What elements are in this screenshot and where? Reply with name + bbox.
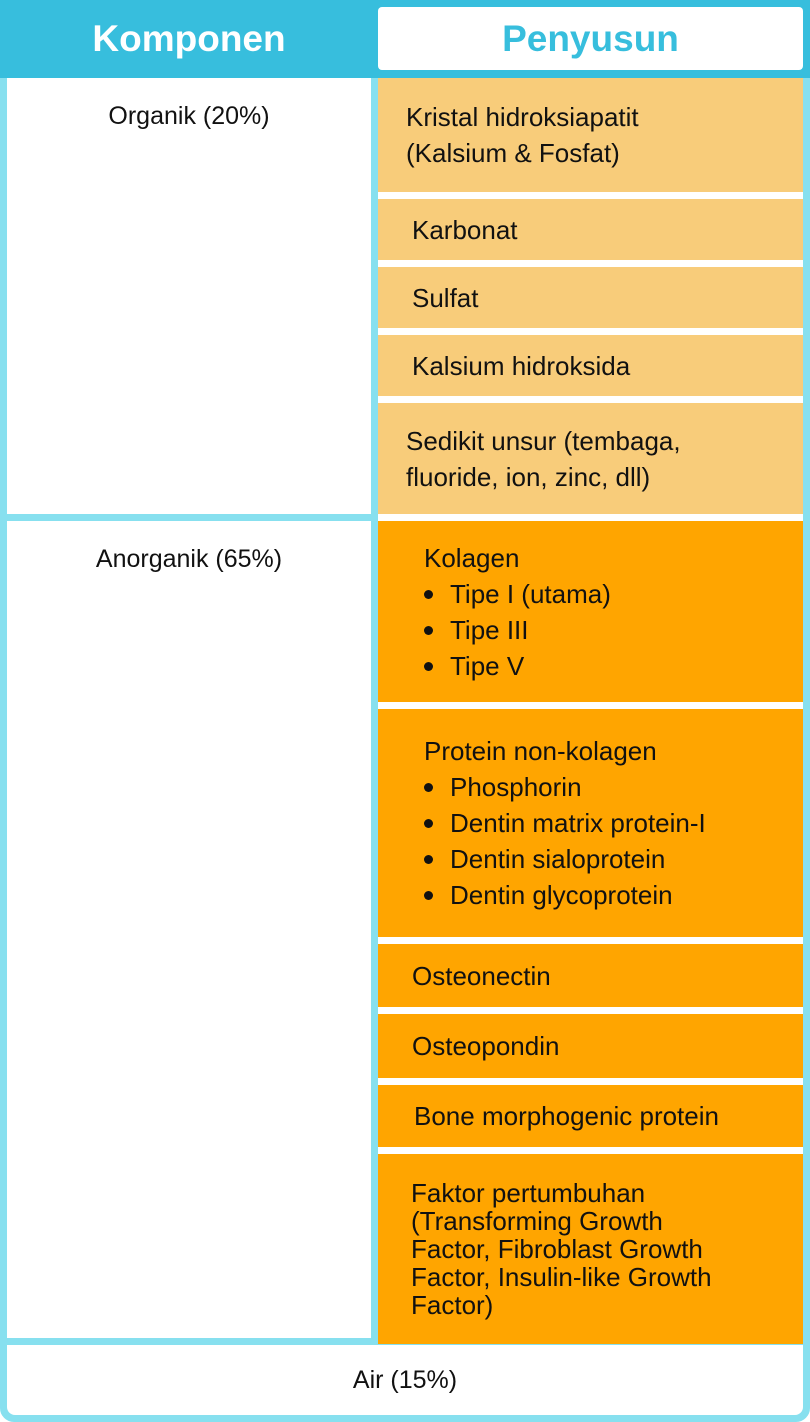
constituent-text: Factor, Insulin-like Growth: [411, 1262, 712, 1292]
divider: [378, 937, 803, 944]
constituent-text: Factor, Fibroblast Growth: [411, 1234, 703, 1264]
divider: [378, 702, 803, 709]
divider: [378, 396, 803, 403]
constituent-cell: [378, 199, 803, 260]
constituent-text: Kristal hidroksiapatit: [406, 102, 639, 132]
divider: [378, 1147, 803, 1154]
header-penyusun: Penyusun: [378, 7, 803, 70]
constituent-text: Osteopondin: [412, 1031, 560, 1061]
constituent-text: fluoride, ion, zinc, dll): [406, 461, 651, 492]
constituent-cell: [378, 78, 803, 192]
constituent-cell-faktor-pertumbuhan: [378, 1154, 803, 1344]
divider: [378, 192, 803, 199]
bullet-item: Phosphorin: [450, 769, 803, 805]
constituent-text: Karbonat: [412, 214, 518, 245]
divider: [378, 328, 803, 335]
constituent-text: Sulfat: [412, 282, 479, 313]
bullet-item: Tipe III: [450, 612, 803, 648]
constituent-title: Kolagen: [424, 542, 520, 573]
constituent-cell: [378, 944, 803, 1007]
bullet-list: [406, 576, 803, 684]
component-label: Air (15%): [352, 1365, 458, 1394]
constituent-text: Factor): [411, 1290, 494, 1320]
constituent-title: Protein non-kolagen: [424, 736, 657, 766]
component-label: Anorganik (65%): [95, 545, 283, 573]
constituent-column: [378, 78, 803, 1345]
bullet-item: Dentin glycoprotein: [450, 877, 803, 913]
constituent-cell: [378, 403, 803, 514]
constituent-cell: [378, 1085, 803, 1147]
divider: [378, 1007, 803, 1014]
divider: [378, 514, 803, 521]
constituent-text: (Kalsium & Fosfat): [406, 138, 620, 168]
constituent-cell-protein-non-kolagen: [378, 709, 803, 937]
component-cell-organik: [7, 78, 371, 514]
constituent-cell: [378, 1014, 803, 1078]
divider: [378, 260, 803, 267]
constituent-text: (Transforming Growth: [411, 1206, 663, 1236]
constituent-cell-kolagen: [378, 521, 803, 702]
component-cell-anorganik: [7, 521, 371, 1338]
component-cell-air: [7, 1345, 803, 1415]
constituent-text: Sedikit unsur (tembaga,: [406, 425, 681, 456]
component-label: Organik (20%): [108, 102, 270, 130]
constituent-text: Faktor pertumbuhan: [411, 1178, 646, 1208]
header-komponen: Komponen: [92, 18, 286, 59]
bullet-item: Dentin matrix protein-I: [450, 805, 803, 841]
constituent-cell: [378, 335, 803, 396]
constituent-text: Kalsium hidroksida: [412, 350, 631, 381]
constituent-text: Osteonectin: [412, 960, 551, 991]
bullet-item: Tipe I (utama): [450, 576, 803, 612]
bullet-item: Dentin sialoprotein: [450, 841, 803, 877]
divider: [378, 1078, 803, 1085]
constituent-cell: [378, 267, 803, 328]
table-header: [0, 0, 810, 78]
bullet-list: [406, 769, 803, 913]
bullet-item: Tipe V: [450, 648, 803, 684]
constituent-text: Bone morphogenic protein: [414, 1101, 719, 1131]
